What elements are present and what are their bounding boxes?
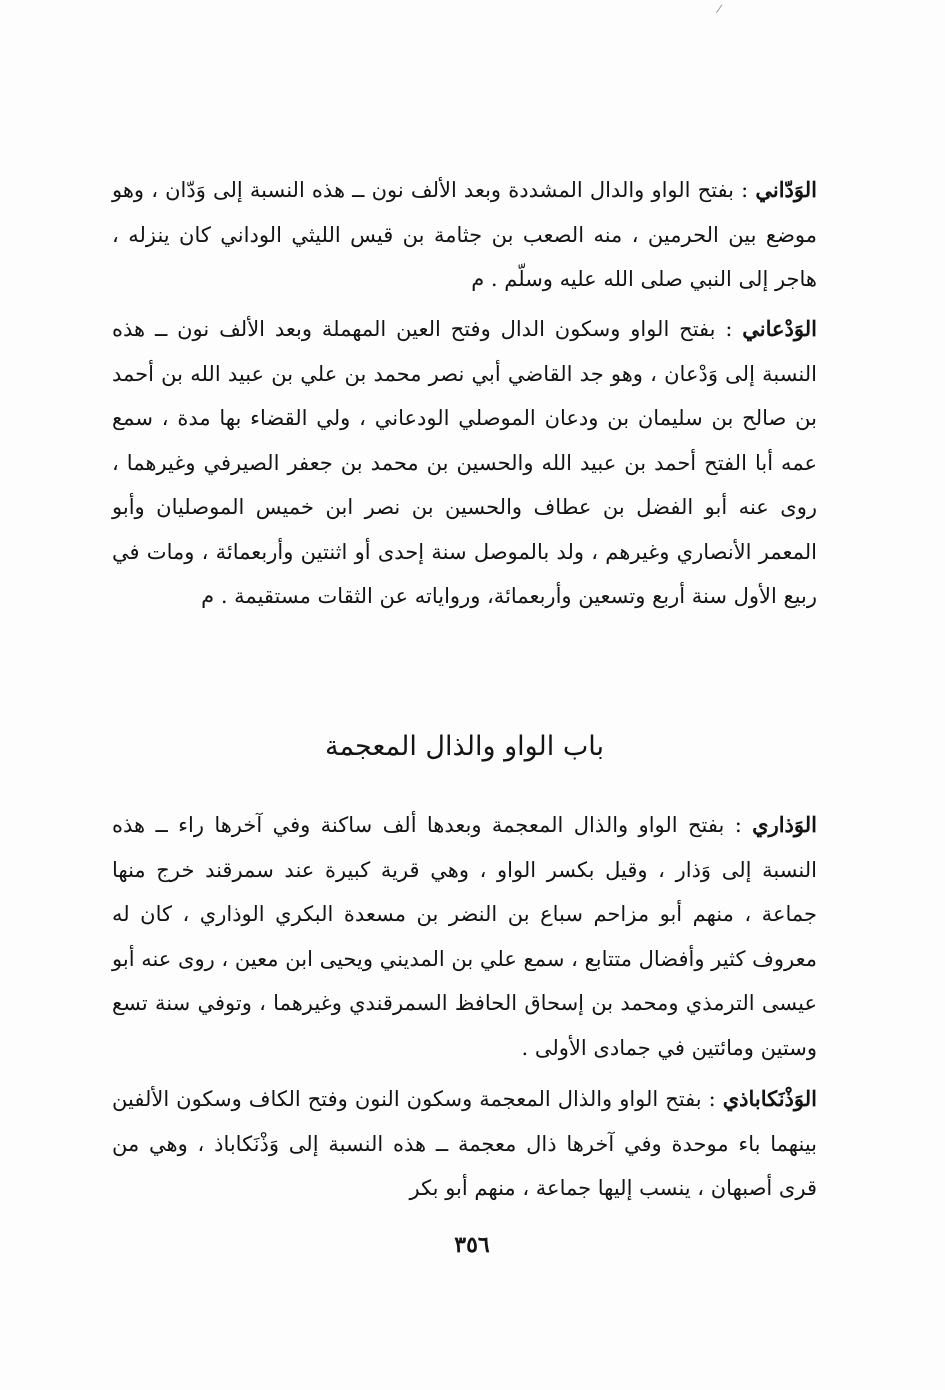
entry-term: الوَذاري [752,812,817,837]
entry-paragraph [112,803,817,1070]
entry-term: الوَدّاني [755,177,817,202]
entry-paragraph [112,1077,817,1211]
page-number: ٣٥٦ [454,1232,490,1258]
section-heading: باب الواو والذال المعجمة [324,731,605,762]
entry-body: : بفتح الواو والذال المعجمة وسكون النون وفتح الكاف وسكون الألفين بينهما باء موحدة وفي آخرها ذال معجمة ــ هذه النسبة إلى وَذْنَكاباذ ، وهي من قرى أصبهان ، ينسب إليها جماعة ، منهم أبو بكر [112,1087,817,1200]
entry-body: : بفتح الواو والذال المعجمة وبعدها ألف ساكنة وفي آخرها راء ــ هذه النسبة إلى وَذار ، وقيل بكسر الواو ، وهي قرية كبيرة عند سمرقند خرج منها جماعة ، منهم أبو مزاحم سباع بن النضر بن مسعدة البكري الوذاري ، كان له معروف كثير وأفضال متتابع ، سمع علي بن المديني ويحيى ابن معين ، روى عنه أبو عيسى الترمذي ومحمد بن إسحاق الحافظ السمرقندي وغيرهما ، وتوفي سنة تسع وستين ومائتين في جمادى الأولى . [112,813,817,1060]
entry-body: : بفتح الواو وسكون الدال وفتح العين المهملة وبعد الألف نون ــ هذه النسبة إلى وَدْعان ، وهو جد القاضي أبي نصر محمد بن علي بن عبيد الله بن أحمد بن صالح بن سليمان بن ودعان الموصلي الودعاني ، ولي القضاء بها مدة ، سمع عمه أبا الفتح أحمد بن عبيد الله والحسين بن محمد بن جعفر الصيرفي وغيرهما ، روى عنه أبو الفضل بن عطاف والحسين بن نصر ابن خميس الموصليان وأبو المعمر الأنصاري وغيرهم ، ولد بالموصل سنة إحدى أو اثنتين وأربعمائة ، ومات في ربيع الأول سنة أربع وتسعين وأربعمائة، ورواياته عن الثقات مستقيمة . م [112,317,817,608]
entry-paragraph [112,168,817,302]
entry-wadani-2 [112,307,817,619]
entry-wadhari [112,803,817,1070]
entry-wadhnakabadhi [112,1077,817,1211]
entry-term: الوَذْنَكاباذي [722,1086,817,1111]
entry-wadani [112,168,817,302]
entry-paragraph [112,307,817,619]
entry-term: الوَدْعاني [742,316,817,341]
scan-mark [716,4,729,17]
entry-body: : بفتح الواو والدال المشددة وبعد الألف نون ــ هذه النسبة إلى وَدّان ، وهو موضع بين الحرمين ، منه الصعب بن جثامة بن قيس الليثي الوداني كان ينزله ، هاجر إلى النبي صلى الله عليه وسلّم . م [112,178,817,291]
